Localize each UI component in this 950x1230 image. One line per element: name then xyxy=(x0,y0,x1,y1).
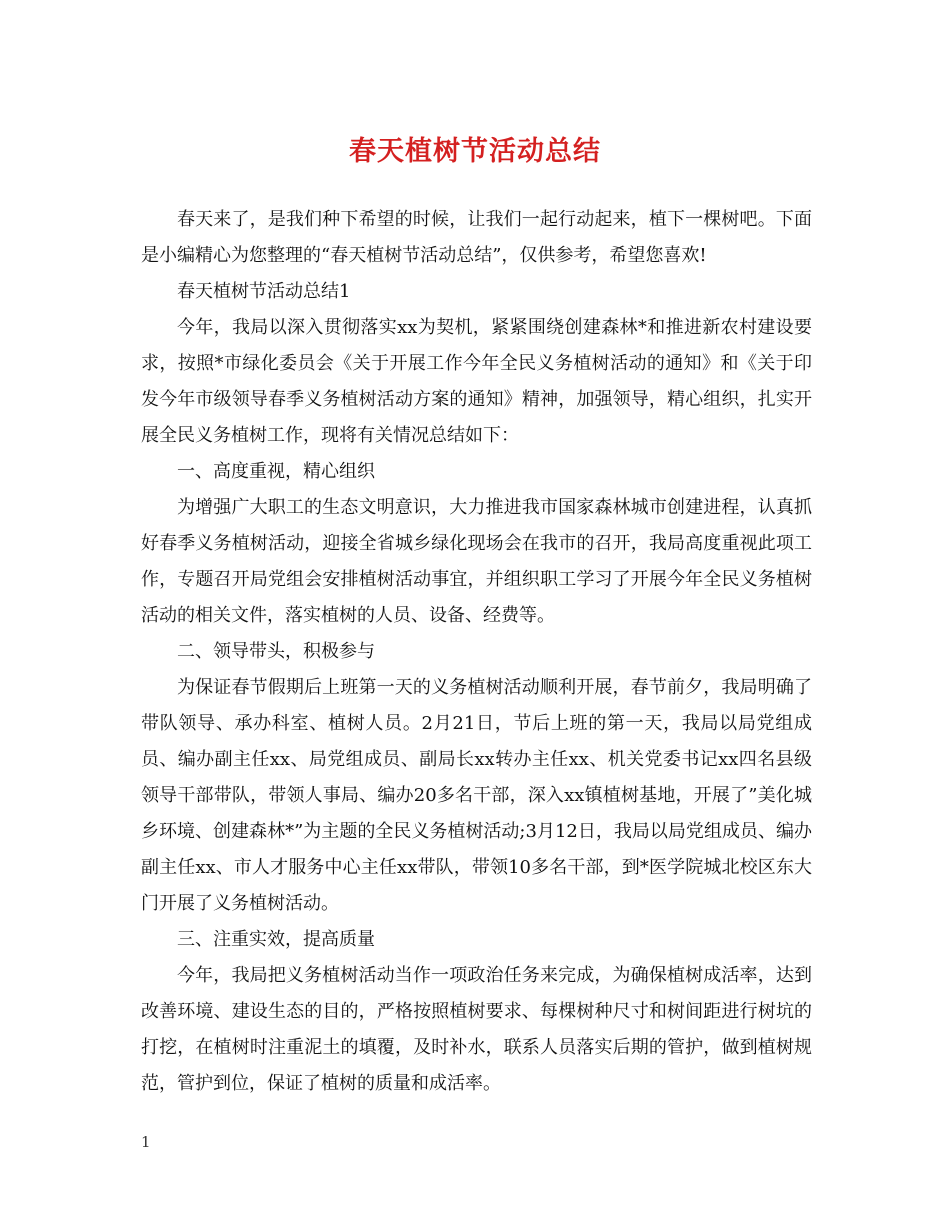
document-body xyxy=(141,202,812,1102)
section-heading-2: 二、领导带头，积极参与 xyxy=(177,641,375,662)
intro-paragraph: 春天来了，是我们种下希望的时候，让我们一起行动起来，植下一棵树吧。下面是小编精心为您整理的“春天植树节活动总结”，仅供参考，希望您喜欢! xyxy=(141,209,812,266)
section-heading-3: 三、注重实效，提高质量 xyxy=(177,929,375,950)
section-heading-1: 一、高度重视，精心组织 xyxy=(177,461,375,482)
section-heading-summary-1: 春天植树节活动总结1 xyxy=(177,281,351,302)
document-title: 春天植树节活动总结 xyxy=(349,136,601,167)
body-paragraph: 今年，我局把义务植树活动当作一项政治任务来完成，为确保植树成活率，达到改善环境、建设生态的目的，严格按照植树要求、每棵树种尺寸和树间距进行树坑的打挖，在植树时注重泥土的填覆，及时补水，联系人员落实后期的管护，做到植树规范，管护到位，保证了植树的质量和成活率。 xyxy=(141,965,812,1094)
page-number: 1 xyxy=(141,1133,151,1151)
body-paragraph: 为保证春节假期后上班第一天的义务植树活动顺利开展，春节前夕，我局明确了带队领导、承办科室、植树人员。2月21日，节后上班的第一天，我局以局党组成员、编办副主任xx、局党组成员、副局长xx转办主任xx、机关党委书记xx四名县级领导干部带队，带领人事局、编办20多名干部，深入xx镇植树基地，开展了”美化城乡环境、创建森林*”为主题的全民义务植树活动;3月12日，我局以局党组成员、编办副主任xx、市人才服务中心主任xx带队，带领10多名干部，到*医学院城北校区东大门开展了义务植树活动。 xyxy=(141,677,812,914)
body-paragraph: 今年，我局以深入贯彻落实xx为契机，紧紧围绕创建森林*和推进新农村建设要求，按照*市绿化委员会《关于开展工作今年全民义务植树活动的通知》和《关于印发今年市级领导春季义务植树活动方案的通知》精神，加强领导，精心组织，扎实开展全民义务植树工作，现将有关情况总结如下： xyxy=(141,317,812,446)
body-paragraph: 为增强广大职工的生态文明意识，大力推进我市国家森林城市创建进程，认真抓好春季义务植树活动，迎接全省城乡绿化现场会在我市的召开，我局高度重视此项工作，专题召开局党组会安排植树活动事宜，并组织职工学习了开展今年全民义务植树活动的相关文件，落实植树的人员、设备、经费等。 xyxy=(141,497,812,626)
